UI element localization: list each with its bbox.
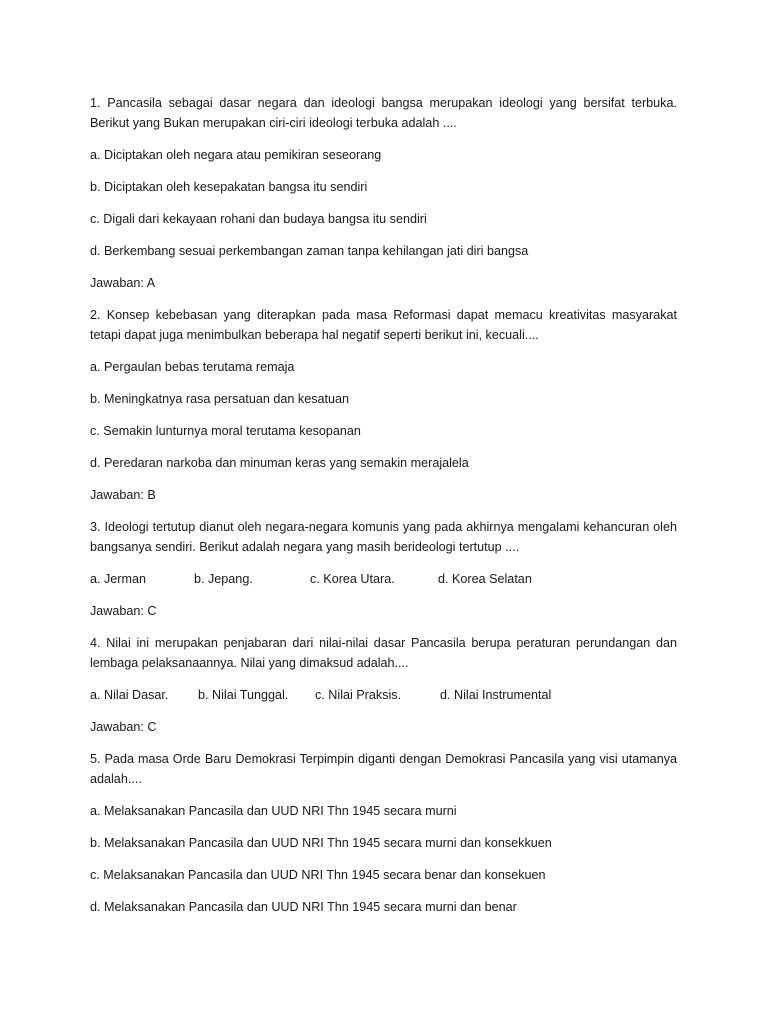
question-5-text: 5. Pada masa Orde Baru Demokrasi Terpimpin diganti dengan Demokrasi Pancasila yang visi utamanya adalah.... xyxy=(90,752,677,786)
question-2-option-c: c. Semakin lunturnya moral terutama kesopanan xyxy=(90,424,361,438)
question-2-answer: Jawaban: B xyxy=(90,488,156,502)
question-5-option-b: b. Melaksanakan Pancasila dan UUD NRI Thn 1945 secara murni dan konsekkuen xyxy=(90,836,552,850)
question-3-option-a: a. Jerman xyxy=(90,572,146,586)
question-2-option-a: a. Pergaulan bebas terutama remaja xyxy=(90,360,295,374)
question-4-option-d: d. Nilai Instrumental xyxy=(440,688,552,702)
question-4-options xyxy=(90,685,677,705)
question-2-option-d: d. Peredaran narkoba dan minuman keras yang semakin merajalela xyxy=(90,456,469,470)
question-4-option-a: a. Nilai Dasar. xyxy=(90,688,169,702)
question-1-answer: Jawaban: A xyxy=(90,276,156,290)
question-3-answer: Jawaban: C xyxy=(90,604,157,618)
question-2-option-b: b. Meningkatnya rasa persatuan dan kesatuan xyxy=(90,392,350,406)
question-1-option-b: b. Diciptakan oleh kesepakatan bangsa itu sendiri xyxy=(90,180,368,194)
question-4-answer: Jawaban: C xyxy=(90,720,157,734)
question-3-text: 3. Ideologi tertutup dianut oleh negara-negara komunis yang pada akhirnya mengalami kehancuran oleh bangsanya sendiri. Berikut adalah negara yang masih berideologi tertutup .... xyxy=(90,520,677,554)
question-5-option-a: a. Melaksanakan Pancasila dan UUD NRI Thn 1945 secara murni xyxy=(90,804,457,818)
question-1-text: 1. Pancasila sebagai dasar negara dan ideologi bangsa merupakan ideologi yang bersifat terbuka. Berikut yang Bukan merupakan ciri-ciri ideologi terbuka adalah .... xyxy=(90,96,677,130)
question-1-option-a: a. Diciptakan oleh negara atau pemikiran seseorang xyxy=(90,148,382,162)
question-3-option-c: c. Korea Utara. xyxy=(310,572,395,586)
question-4-text: 4. Nilai ini merupakan penjabaran dari nilai-nilai dasar Pancasila berupa peraturan perundangan dan lembaga pelaksanaannya. Nilai yang dimaksud adalah.... xyxy=(90,636,677,670)
question-3-options xyxy=(90,569,677,589)
question-5-option-d: d. Melaksanakan Pancasila dan UUD NRI Thn 1945 secara murni dan benar xyxy=(90,900,517,914)
question-1-option-c: c. Digali dari kekayaan rohani dan budaya bangsa itu sendiri xyxy=(90,212,427,226)
question-4-option-b: b. Nilai Tunggal. xyxy=(198,688,289,702)
question-3-option-b: b. Jepang. xyxy=(194,572,253,586)
question-5-option-c: c. Melaksanakan Pancasila dan UUD NRI Thn 1945 secara benar dan konsekuen xyxy=(90,868,546,882)
question-1-option-d: d. Berkembang sesuai perkembangan zaman tanpa kehilangan jati diri bangsa xyxy=(90,244,529,258)
question-2-text: 2. Konsep kebebasan yang diterapkan pada masa Reformasi dapat memacu kreativitas masyarakat tetapi dapat juga menimbulkan beberapa hal negatif seperti berikut ini, kecuali.... xyxy=(90,308,677,342)
question-4-option-c: c. Nilai Praksis. xyxy=(315,688,402,702)
question-3-option-d: d. Korea Selatan xyxy=(438,572,532,586)
